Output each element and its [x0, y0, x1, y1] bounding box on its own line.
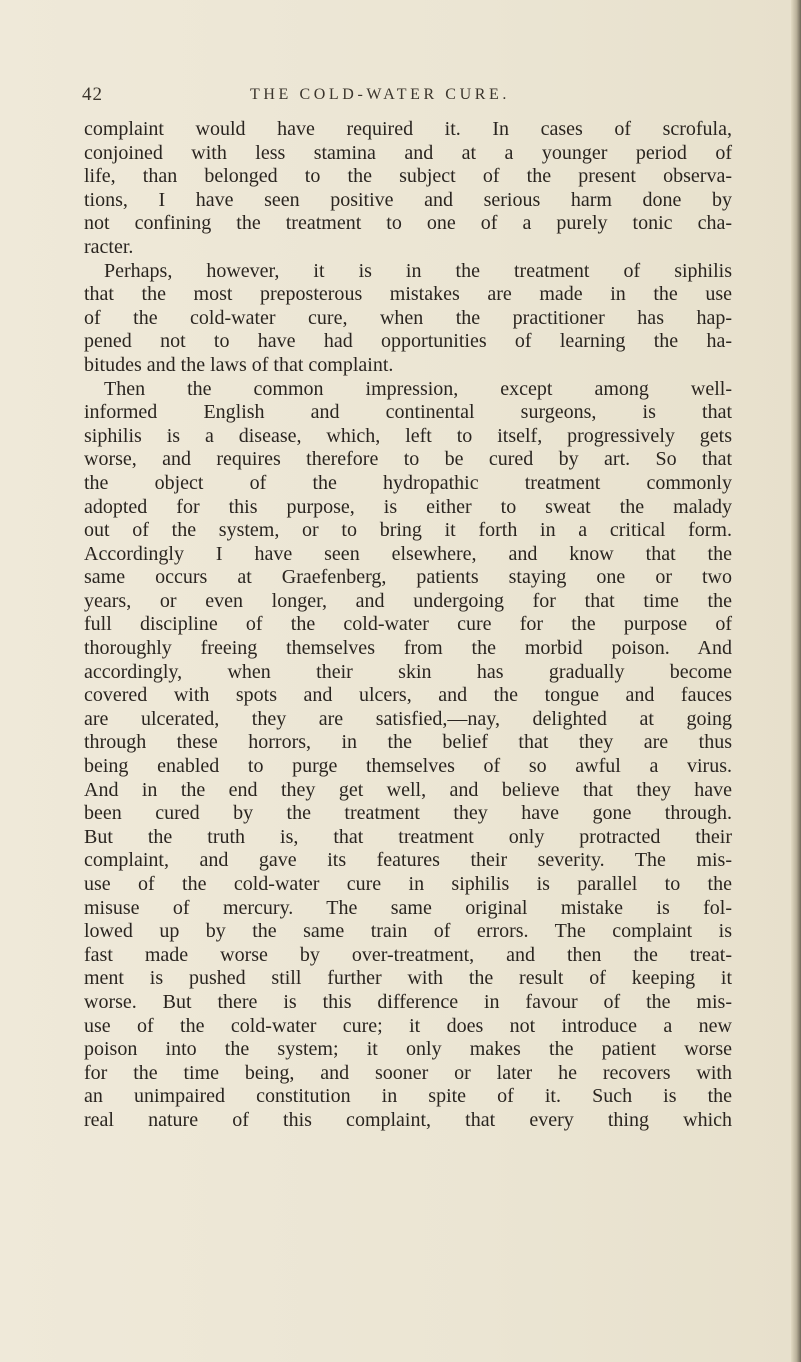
paragraph-start-line: Then the common impression, except among well-	[104, 377, 732, 400]
text-line: an unimpaired constitution in spite of it. Such is the	[84, 1085, 732, 1108]
text-line: poison into the system; it only makes the patient worse	[84, 1038, 732, 1061]
text-line: covered with spots and ulcers, and the tongue and fauces	[84, 684, 732, 707]
text-line: adopted for this purpose, is either to sweat the malady	[84, 495, 732, 518]
text-line: worse. But there is this difference in favour of the mis-	[84, 990, 732, 1013]
running-head: THE COLD-WATER CURE.	[250, 86, 510, 103]
text-line: being enabled to purge themselves of so awful a virus.	[84, 755, 732, 778]
text-line: lowed up by the same train of errors. The complaint is	[84, 920, 732, 943]
text-line: ment is pushed still further with the result of keeping it	[84, 967, 732, 990]
text-line: tions, I have seen positive and serious harm done by	[84, 188, 732, 211]
text-line: real nature of this complaint, that every thing which	[84, 1108, 732, 1131]
text-line: for the time being, and sooner or later he recovers with	[84, 1061, 732, 1084]
body-text	[84, 118, 732, 1133]
text-line: been cured by the treatment they have gone through.	[84, 802, 732, 825]
text-line: thoroughly freeing themselves from the morbid poison. And	[84, 637, 732, 660]
text-line: complaint, and gave its features their severity. The mis-	[84, 849, 732, 872]
text-line: of the cold-water cure, when the practitioner has hap-	[84, 306, 732, 329]
text-line: use of the cold-water cure; it does not introduce a new	[84, 1014, 732, 1037]
text-line: And in the end they get well, and believe that they have	[84, 778, 732, 801]
paragraph-start-line: Perhaps, however, it is in the treatment of siphilis	[104, 259, 732, 282]
text-line: accordingly, when their skin has gradually become	[84, 660, 732, 683]
text-line: fast made worse by over-treatment, and then the treat-	[84, 943, 732, 966]
text-line: full discipline of the cold-water cure for the purpose of	[84, 613, 732, 636]
text-line: informed English and continental surgeons, is that	[84, 401, 732, 424]
text-line: bitudes and the laws of that complaint.	[84, 353, 394, 376]
text-line: out of the system, or to bring it forth in a critical form.	[84, 519, 732, 542]
text-line: the object of the hydropathic treatment commonly	[84, 471, 732, 494]
text-line: misuse of mercury. The same original mistake is fol-	[84, 896, 732, 919]
text-line: through these horrors, in the belief that they are thus	[84, 731, 732, 754]
text-line: life, than belonged to the subject of the present observa-	[84, 165, 732, 188]
text-line: use of the cold-water cure in siphilis is parallel to the	[84, 873, 732, 895]
page-number: 42	[82, 84, 103, 105]
text-line: siphilis is a disease, which, left to itself, progressively gets	[84, 424, 732, 447]
text-line: conjoined with less stamina and at a younger period of	[84, 141, 732, 164]
text-line: racter.	[84, 235, 134, 258]
text-line: worse, and requires therefore to be cured by art. So that	[84, 448, 732, 471]
text-line: not confining the treatment to one of a purely tonic cha-	[84, 212, 732, 235]
text-line: same occurs at Graefenberg, patients staying one or two	[84, 566, 732, 589]
text-line: Accordingly I have seen elsewhere, and know that the	[84, 542, 732, 565]
text-line: are ulcerated, they are satisfied,—nay, delighted at going	[84, 707, 732, 730]
page-edge-shadow	[791, 0, 801, 1362]
text-line: years, or even longer, and undergoing for that time the	[84, 589, 732, 612]
text-line: But the truth is, that treatment only protracted their	[84, 825, 732, 848]
text-line: complaint would have required it. In cases of scrofula,	[84, 118, 732, 140]
text-line: that the most preposterous mistakes are made in the use	[84, 283, 732, 306]
page-header	[82, 84, 742, 110]
text-line: pened not to have had opportunities of learning the ha-	[84, 330, 732, 353]
